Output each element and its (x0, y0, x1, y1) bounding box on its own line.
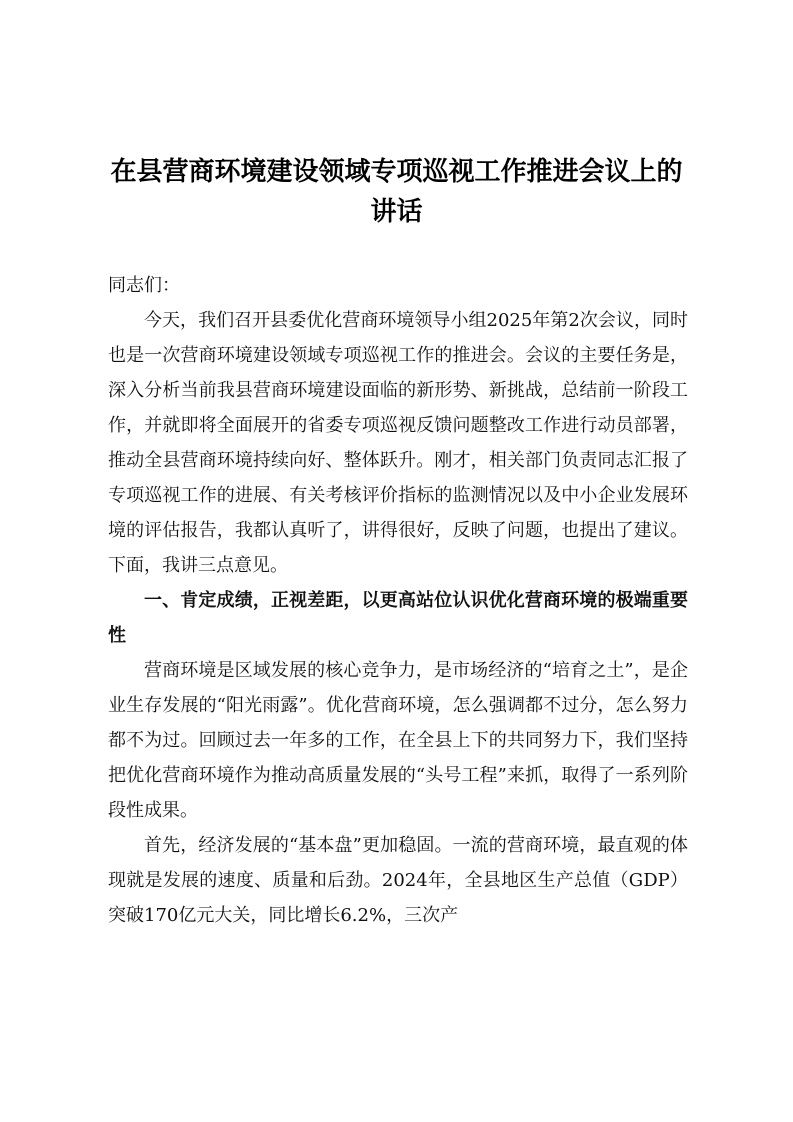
section-heading-one: 一、肯定成绩，正视差距，以更高站位认识优化营商环境的极端重要性 (108, 590, 688, 646)
document-body (108, 268, 688, 933)
salutation: 同志们： (108, 275, 180, 296)
paragraph-business-environment: 营商环境是区域发展的核心竞争力，是市场经济的“培育之土”，是企业生存发展的“阳光雨露”。优化营商环境，怎么强调都不过分，怎么努力都不为过。回顾过去一年多的工作，在全县上下的共同努力下，我们坚持把优化营商环境作为推动高质量发展的“头号工程”来抓，取得了一系列阶段性成果。 (108, 660, 688, 821)
document-title: 在县营商环境建设领域专项巡视工作推进会议上的讲话 (110, 157, 683, 227)
paragraph-economic-base: 首先，经济发展的“基本盘”更加稳固。一流的营商环境，最直观的体现就是发展的速度、质量和后劲。2024年，全县地区生产总值（GDP）突破170亿元大关，同比增长6.2%，三次产 (108, 835, 688, 926)
paragraph-opening: 今天，我们召开县委优化营商环境领导小组2025年第2次会议，同时也是一次营商环境建设领域专项巡视工作的推进会。会议的主要任务是，深入分析当前我县营商环境建设面临的新形势、新挑战，总结前一阶段工作，并就即将全面展开的省委专项巡视反馈问题整改工作进行动员部署，推动全县营商环境持续向好、整体跃升。刚才，相关部门负责同志汇报了专项巡视工作的进展、有关考核评价指标的监测情况以及中小企业发展环境的评估报告，我都认真听了，讲得很好，反映了问题，也提出了建议。下面，我讲三点意见。 (108, 310, 688, 576)
